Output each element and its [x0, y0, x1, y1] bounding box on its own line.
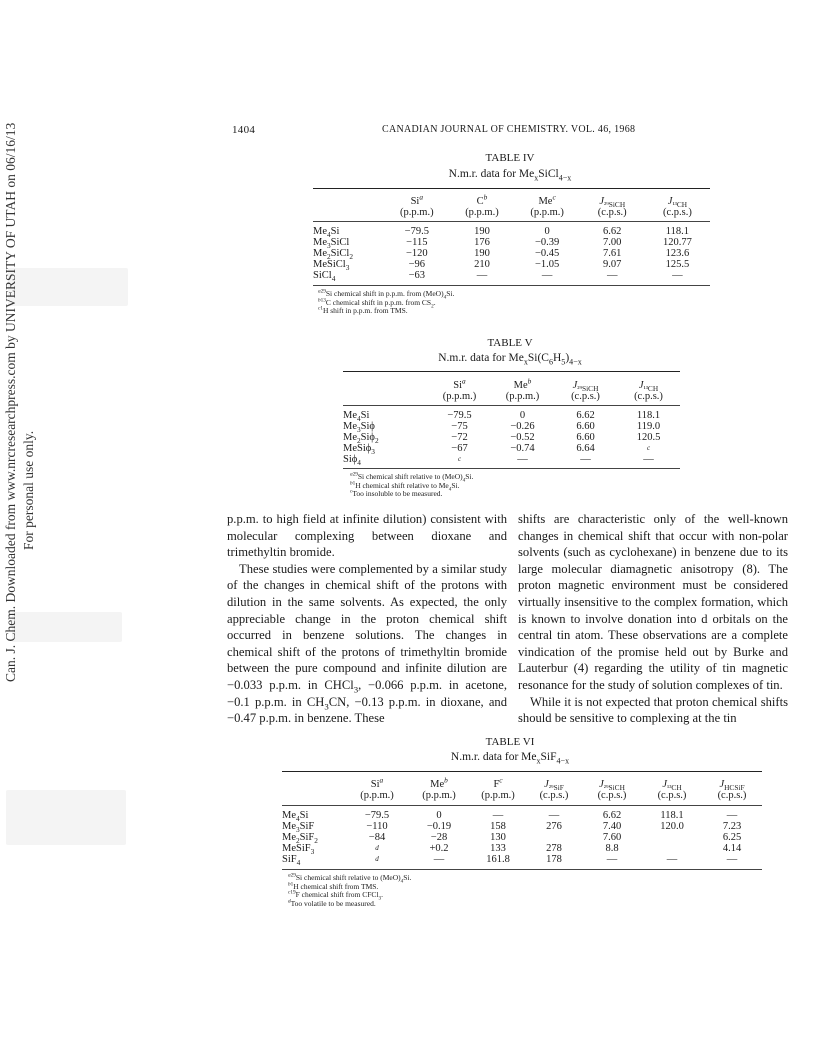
table-row: $Me_4Si$ −79.5 0 — — 6.62 118.1 —: [282, 810, 738, 824]
watermark-line-1: Can. J. Chem. Downloaded from www.nrcresearchpress.com by UNIVERSITY OF UTAH on 06/16/13: [3, 122, 18, 682]
table4-mid-rule: [313, 221, 710, 222]
footnote: $^{b1}$H chemical shift relative to $Me_4Si$.: [350, 480, 460, 492]
table6-unit: (c.p.s.): [657, 790, 687, 801]
footnote: $^{a29}$Si chemical shift relative to $(MeO)_4Si$.: [350, 471, 474, 484]
table6-bottom-rule: [282, 869, 762, 870]
paragraph: shifts are characteristic only of the well-known changes in chemical shift that occur with non-polar solvents (such as cyclohexane) in benzene due to its large molecular diamagnetic anisotropy (8). The proton magnetic environment must be considered virtually insensitive to the complex formation, which is known to involve donation into d orbitals on the central tin atom. These observations are a complete vindication of the promise held out by Burke and Lauterbur (4) regarding the utility of tin magnetic resonance for the study of solution complexes of tin.: [518, 512, 788, 692]
footnote: $^{b13}$C chemical shift in p.p.m. from $CS_2$.: [318, 297, 436, 309]
table-row: $Me_4Si$ −79.5 0 6.62 118.1: [343, 410, 661, 424]
table6-body: [282, 810, 762, 868]
table4-label: TABLE IV: [485, 152, 535, 164]
table-row: MeSiCl$_3$ −96 210 −1.05 9.07 125.5: [313, 259, 690, 273]
table4-unit: (c.p.s.): [597, 207, 627, 218]
table5-bottom-rule: [343, 468, 680, 469]
table5-head: Si$^a$ Me$^b$ $J_{^{29}SiCH}$ $J_{^{13}CH}$ (p.p.m.) (p.p.m.) (c.p.s.) (c.p.s.): [343, 380, 680, 402]
table-row: $Me_4Si$ −79.5 190 0 6.62 118.1: [313, 226, 690, 240]
table6-unit: (c.p.s.): [717, 790, 747, 801]
table-row: $Me_3SiCl$ −115 176 −0.39 7.00 120.77: [313, 237, 692, 251]
table6-title: N.m.r. data for $Me_xSiF_{4-x}$: [450, 751, 570, 766]
footnote: $^{a29}$Si chemical shift in p.p.m. from $(MeO)_4Si$.: [318, 288, 455, 301]
table4-bottom-rule: [313, 285, 710, 286]
table5-top-rule: [343, 371, 680, 372]
table4-footnotes: [318, 290, 454, 316]
table-row: $Me_2Si\phi_2$ −72 −0.52 6.60 120.5: [343, 432, 661, 446]
table5-unit: (p.p.m.): [505, 391, 540, 402]
table-row: MeSiF$_3$ d +0.2 133 278 8.8 4.14: [282, 843, 742, 857]
table6-label: TABLE VI: [485, 736, 535, 748]
table4-top-rule: [313, 188, 710, 189]
body-left-column: [227, 511, 507, 727]
table6-top-rule: [282, 771, 762, 772]
table6-unit: (p.p.m.): [422, 790, 456, 801]
table5-unit: (p.p.m.): [442, 391, 477, 402]
table-row: MeSiϕ$_3$ −67 −0.74 6.64 c: [343, 443, 651, 457]
table5-label: TABLE V: [487, 337, 533, 349]
body-right-column: [518, 511, 788, 727]
table6-unit: (p.p.m.): [360, 790, 394, 801]
footnote: $^{c19}$F chemical shift from CFCl$_3$.: [288, 889, 384, 902]
table5-unit: (c.p.s.): [634, 391, 663, 402]
table4-unit: (c.p.s.): [662, 207, 692, 218]
table4-unit: (p.p.m.): [400, 207, 434, 218]
table4-head: Si$^a$ $C^b$ Me$^c$ $J_{^{29}SiCH}$ $J_{^{13}CH}$ (p.p.m.) (p.p.m.) (p.p.m.) (c.p.s.) (c.p.s.): [313, 196, 710, 218]
paragraph: These studies were complemented by a similar study of the changes in chemical shift of the protons with dilution in the same solvents. As expected, the only appreciable change in the proton chemical shift occurred in benzene solutions. The changes in chemical shift of the protons of trimethyltin bromide between the pure compound and infinite dilution are −0.033 p.p.m. in CHCl$_3$, −0.066 p.p.m. in acetone, −0.1 p.p.m. in $CH_3CN$, −0.13 p.p.m. in dioxane, and −0.47 p.p.m. in benzene. These: [227, 561, 508, 726]
table6-mid-rule: [282, 805, 762, 806]
table-row: $Me_2SiF_2$ −84 −28 130 7.60 6.25: [282, 832, 742, 846]
download-watermark: [3, 122, 43, 690]
paragraph: p.p.m. to high field at infinite dilution) consistent with molecular complexing between dioxane and trimethyltin bromide.: [227, 512, 507, 560]
running-title: CANADIAN JOURNAL OF CHEMISTRY. VOL. 46, 1968: [382, 124, 636, 135]
table6-footnotes: [288, 874, 411, 908]
table5-mid-rule: [343, 405, 680, 406]
table-row: SiCl$_4$ −63 — — — —: [313, 270, 683, 284]
table-row: SiF$_4$ d — 161.8 178 — — —: [282, 854, 738, 868]
watermark-line-2: For personal use only.: [21, 430, 36, 550]
table5-unit: (c.p.s.): [571, 391, 600, 402]
table5-title: N.m.r. data for $Me_xSi(C_6H_5)_{4-x}$: [438, 352, 582, 367]
footnote: $^d$Too volatile to be measured.: [288, 898, 376, 908]
footnote: $^{a29}$Si chemical shift relative to $(MeO)_4Si$.: [288, 872, 412, 885]
page-number: 1404: [232, 124, 256, 136]
table-row: $Me_3SiF$ −110 −0.19 158 276 7.40 120.0 7.23: [282, 821, 742, 835]
table5-footnotes: [350, 473, 473, 499]
table6-unit: (c.p.s.): [539, 790, 569, 801]
footnote: $^{b1}$H chemical shift from TMS.: [288, 881, 379, 891]
table-row: $Me_3Si\phi$ −75 −0.26 6.60 119.0: [343, 421, 661, 435]
paragraph: While it is not expected that proton chemical shifts should be sensitive to complexing at the tin: [518, 694, 788, 726]
table6-unit: (p.p.m.): [481, 790, 515, 801]
table4-unit: (p.p.m.): [530, 207, 564, 218]
footnote: $^{c1}$H shift in p.p.m. from TMS.: [318, 305, 408, 315]
footnote: $^c$Too insoluble to be measured.: [350, 488, 443, 498]
table6-unit: (c.p.s.): [597, 790, 627, 801]
table6-head: Si$^a$ Me$^b$ $F^c$ $J_{^{29}SiF}$ $J_{^{29}SiCH}$ $J_{^{13}CH}$ $J_{HCSiF}$ (p.p.m.) (p.p.m.) (p.p.m.) (c.p.s.) (c.p.s.) (c.p.s.) (c.p.s.): [282, 779, 762, 801]
table-row: Siϕ$_4$ c — — —: [343, 454, 654, 468]
table5-body: [343, 410, 680, 468]
table4-title: N.m.r. data for $Me_xSiCl_{4-x}$: [448, 168, 572, 183]
table4-unit: (p.p.m.): [465, 207, 499, 218]
table-row: $Me_2SiCl_2$ −120 190 −0.45 7.61 123.6: [313, 248, 690, 262]
table4-body: [313, 226, 710, 284]
